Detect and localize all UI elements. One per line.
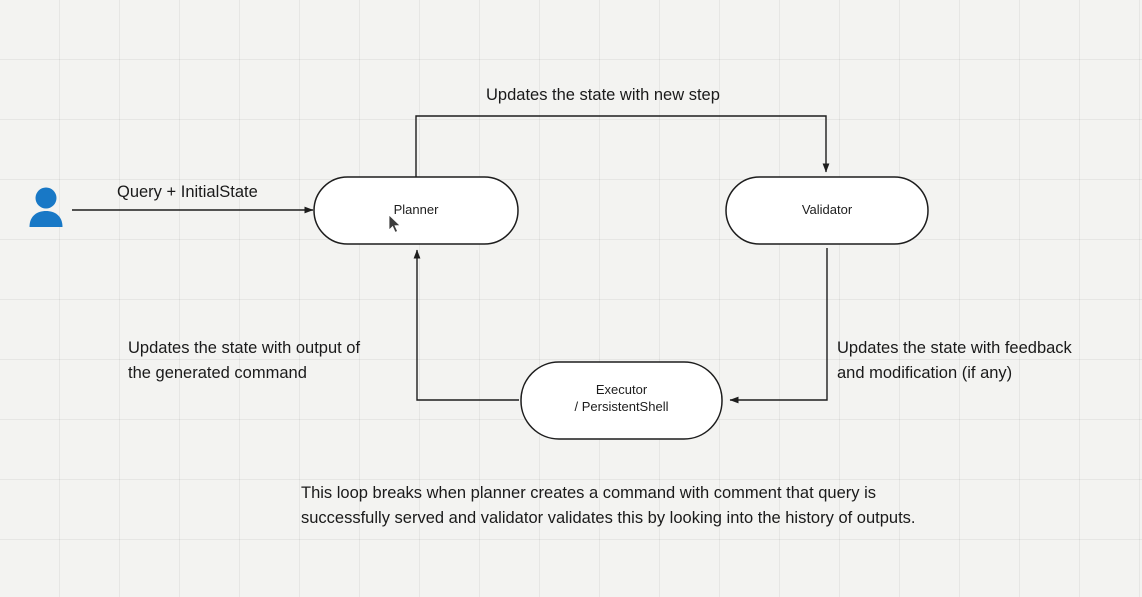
updates-new-step-text: Updates the state with new step: [486, 86, 720, 104]
user-icon: [27, 185, 65, 231]
validator-text: Validator: [801, 202, 853, 217]
mouse-cursor-icon: [388, 214, 402, 234]
edge-label-planner-to-validator: [486, 83, 720, 108]
executor-text-line1: Executor: [595, 382, 648, 397]
feedback-text-line2: and modification (if any): [837, 364, 1013, 382]
caption-line1: This loop breaks when planner creates a command with comment that query is: [301, 484, 877, 502]
planner-text: Planner: [393, 202, 439, 217]
edge-label-validator-to-executor: [837, 336, 1127, 386]
output-text-line2: the generated command: [128, 364, 307, 382]
edge-label-user-to-planner: [117, 180, 258, 205]
executor-text-line2: / PersistentShell: [574, 399, 669, 414]
feedback-text-line1: Updates the state with feedback: [837, 339, 1072, 357]
edge-label-executor-to-planner: [128, 336, 428, 386]
query-initialstate-text: Query + InitialState: [117, 183, 258, 201]
caption-line2: successfully served and validator validates this by looking into the history of outputs.: [301, 509, 916, 527]
output-text-line1: Updates the state with output of: [128, 339, 361, 357]
diagram-caption: [301, 481, 1041, 531]
